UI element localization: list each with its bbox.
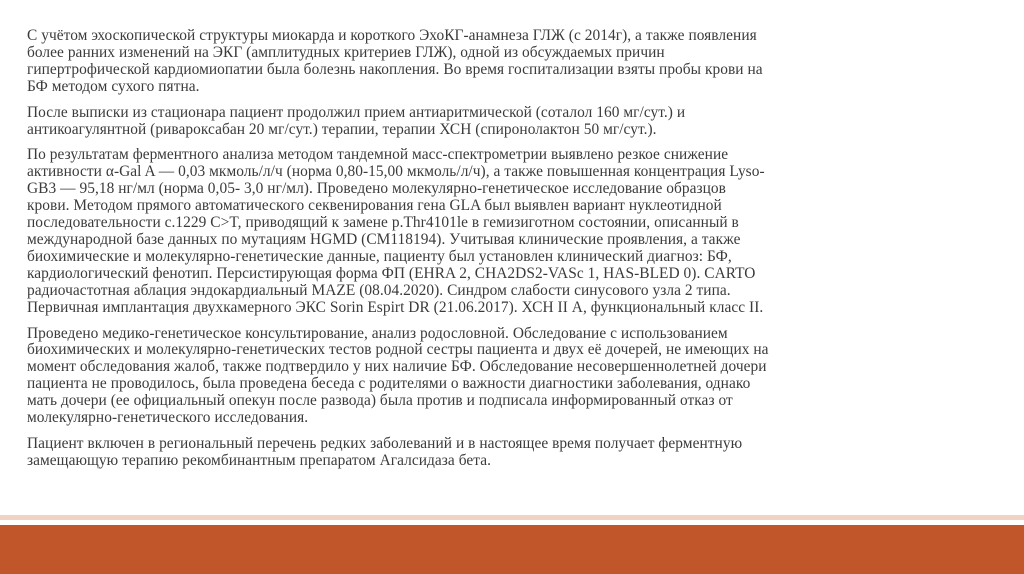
paragraph-genetic-counseling xyxy=(27,326,1002,427)
text-line: активности α-Gal A — 0,03 мкмоль/л/ч (норма 0,80-15,00 мкмоль/л/ч), а также повышенная концентрация Lyso- xyxy=(27,163,765,181)
text-line: момент обследования жалоб, также подтвердило у них наличие БФ. Обследование несовершеннолетней дочери xyxy=(27,358,767,376)
text-line: антикоагулянтной (ривароксабан 20 мг/сут.) терапии, терапии ХСН (спиронолактон 50 мг/сут.). xyxy=(27,120,657,138)
slide-body-text xyxy=(27,28,1002,479)
text-line: более ранних изменений на ЭКГ (амплитудных критериев ГЛЖ), одной из обсуждаемых причин xyxy=(27,43,665,61)
text-line: молекулярно-генетического исследования. xyxy=(27,409,309,427)
text-line: Проведено медико-генетическое консультирование, анализ родословной. Обследование с использованием xyxy=(27,324,728,342)
text-line: С учётом эхоскопической структуры миокарда и короткого ЭхоКГ-анамнеза ГЛЖ (с 2014г), а также появления xyxy=(27,27,757,44)
footer-accent-stripe xyxy=(0,515,1024,520)
footer-bar xyxy=(0,525,1024,574)
paragraph-registry-therapy xyxy=(27,436,1002,470)
text-line: После выписки из стационара пациент продолжил прием антиаритмической (соталол 160 мг/сут.) и xyxy=(27,103,686,121)
text-line: биохимических и молекулярно-генетических тестов родной сестры пациента и двух её дочерей, не имеющих на xyxy=(27,341,769,359)
text-line: международной базе данных по мутациям HGMD (CM118194). Учитывая клинические проявления, а также xyxy=(27,230,741,248)
text-line: GB3 — 95,18 нг/мл (норма 0,05- 3,0 нг/мл). Проведено молекулярно-генетическое исследование образцов xyxy=(27,180,726,198)
paragraph-lab-results xyxy=(27,147,1002,316)
text-line: пациента не проводилось, была проведена беседа с родителями о важности диагностики заболевания, однако xyxy=(27,375,751,393)
text-line: кардиологический фенотип. Персистирующая форма ФП (EHRA 2, CHA2DS2-VASc 1, HAS-BLED 0). CARTO xyxy=(27,264,756,282)
text-line: Пациент включен в региональный перечень редких заболеваний и в настоящее время получает ферментную xyxy=(27,434,743,452)
text-line: радиочастотная аблация эндокардиальный MAZE (08.04.2020). Синдром слабости синусового узла 2 типа. xyxy=(27,281,731,299)
text-line: БФ методом сухого пятна. xyxy=(27,77,200,95)
text-line: Первичная имплантация двухкамерного ЭКС Sorin Espirt DR (21.06.2017). ХСН II А, функциональный класс II. xyxy=(27,298,764,316)
text-line: мать дочери (ее официальный опекун после развода) была против и подписала информированный отказ от xyxy=(27,392,733,410)
text-line: биохимические и молекулярно-генетические данные, пациенту был установлен клинический диагноз: БФ, xyxy=(27,247,732,265)
text-line: крови. Методом прямого автоматического секвенирования гена GLA был выявлен вариант нуклеотидной xyxy=(27,197,722,215)
paragraph-storage-disease xyxy=(27,28,1002,96)
text-line: гипертрофической кардиомиопатии была болезнь накопления. Во время госпитализации взяты пробы крови на xyxy=(27,60,763,78)
text-line: По результатам ферментного анализа методом тандемной масс-спектрометрии выявлено резкое снижение xyxy=(27,146,729,164)
text-line: замещающую терапию рекомбинантным препаратом Агалсидаза бета. xyxy=(27,451,492,469)
paragraph-discharge-therapy xyxy=(27,105,1002,139)
text-line: последовательности c.1229 C>T, приводящий к замене p.Thr4101le в гемизиготном состоянии, описанный в xyxy=(27,214,739,232)
